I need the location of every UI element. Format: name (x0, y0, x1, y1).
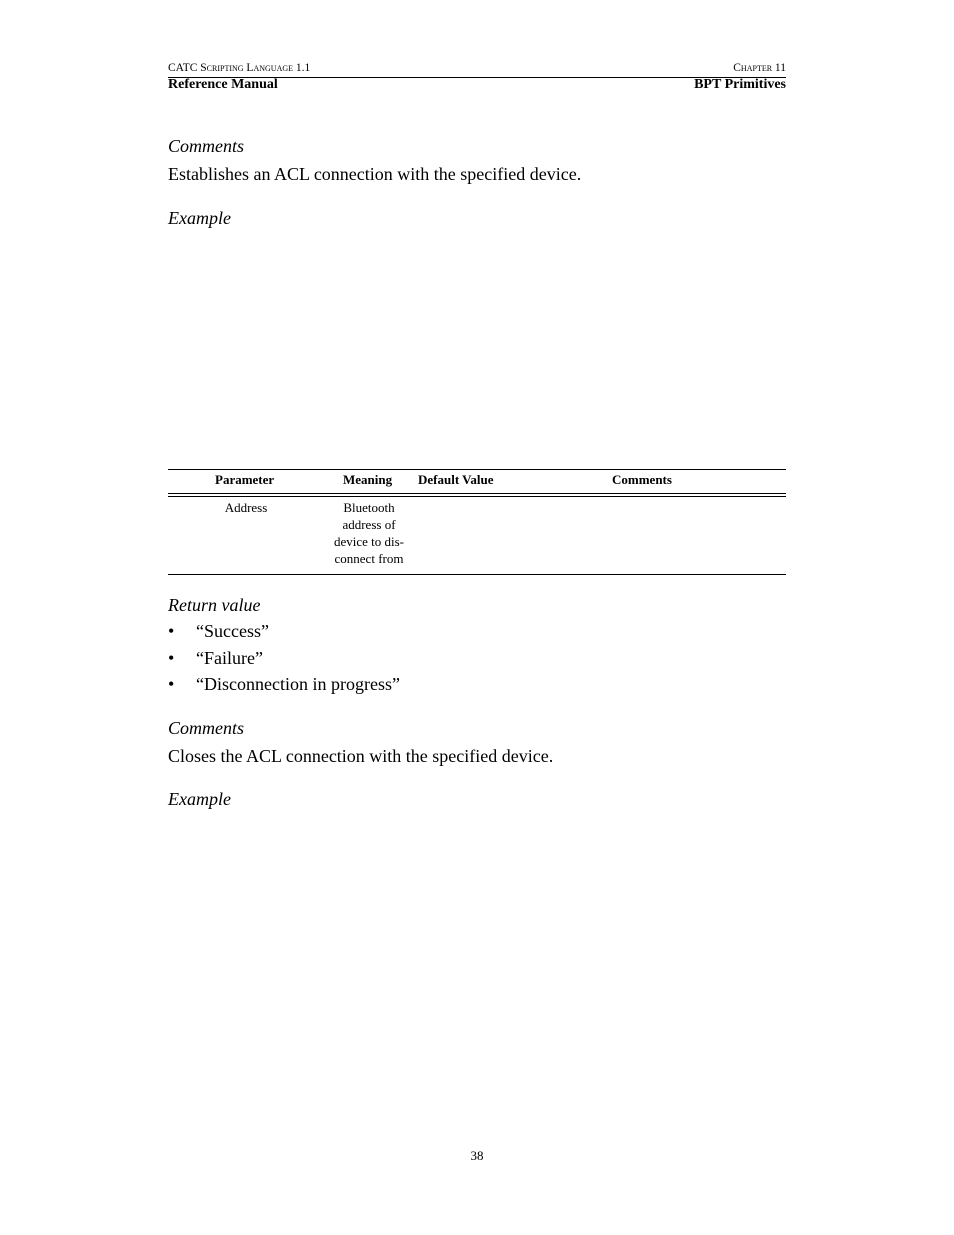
comments-heading-2: Comments (168, 718, 244, 738)
manual-name: Reference Manual (168, 77, 278, 92)
return-value: “Failure” (196, 647, 263, 668)
meaning-line: Bluetooth (343, 500, 395, 515)
comments-text-2: Closes the ACL connection with the specified device. (168, 746, 554, 766)
document-title: CATC Scripting Language 1.1 (168, 62, 311, 74)
table-cell-parameter: Address (224, 500, 268, 515)
meaning-line: address of (342, 517, 396, 532)
comments-heading-1: Comments (168, 136, 244, 156)
return-value-list (168, 620, 400, 700)
bullet-icon: • (168, 647, 175, 668)
chapter-title: BPT Primitives (694, 77, 786, 92)
page-number: 38 (470, 1148, 484, 1163)
return-value-heading: Return value (168, 595, 261, 615)
list-item (168, 620, 400, 647)
table-header-rule-second (168, 496, 786, 497)
running-header-bottom (168, 76, 786, 94)
example-heading-1: Example (168, 208, 231, 228)
list-item (168, 673, 400, 700)
return-value: “Disconnection in progress” (196, 674, 400, 694)
meaning-line: device to dis- (333, 534, 405, 549)
table-header-meaning: Meaning (343, 472, 393, 487)
table-header-parameter: Parameter (215, 472, 275, 487)
meaning-line: connect from (334, 551, 404, 566)
table-header-default-value: Default Value (418, 472, 494, 487)
bullet-icon: • (168, 674, 175, 694)
table-top-rule (168, 469, 786, 470)
return-value: “Success” (196, 621, 269, 641)
chapter-label: Chapter 11 (733, 62, 786, 74)
comments-text-1: Establishes an ACL connection with the specified device. (168, 164, 582, 184)
table-cell-meaning (324, 499, 414, 567)
table-header-comments: Comments (612, 472, 672, 487)
list-item (168, 647, 400, 674)
table-header-rule (168, 493, 786, 494)
table-bottom-rule (168, 574, 786, 575)
example-heading-2: Example (168, 789, 231, 809)
running-header-top (168, 60, 786, 76)
bullet-icon: • (168, 621, 175, 641)
